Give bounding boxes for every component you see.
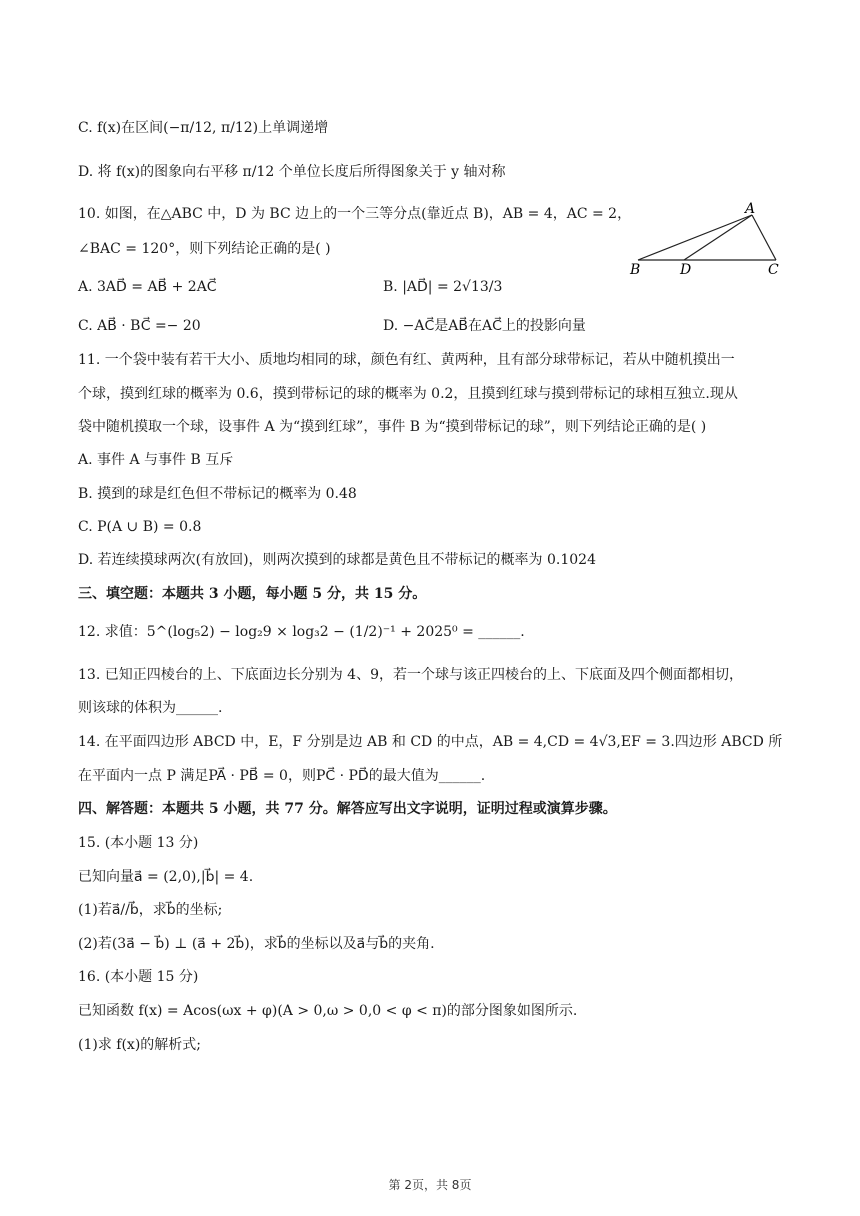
q10-stem-line2: ∠BAC = 120°，则下列结论正确的是( ) <box>78 241 331 257</box>
q16-part1: (1)求 f(x)的解析式; <box>78 1037 201 1053</box>
q13-line2: 则该球的体积为______. <box>78 700 223 716</box>
q10-stem-line1: 10. 如图，在△ABC 中，D 为 BC 边上的一个三等分点(靠近点 B)，AB = 4，AC = 2， <box>78 206 632 222</box>
section-4-heading: 四、解答题：本题共 5 小题，共 77 分。解答应写出文字说明，证明过程或演算步骤。 <box>78 801 617 817</box>
section-3-heading: 三、填空题：本题共 3 小题，每小题 5 分，共 15 分。 <box>78 586 427 602</box>
q11-stem-line2: 个球，摸到红球的概率为 0.6，摸到带标记的球的概率为 0.2，且摸到红球与摸到带标记的球相互独立.现从 <box>78 386 738 402</box>
q14-line2: 在平面内一点 P 满足PA⃗ · PB⃗ = 0，则PC⃗ · PD⃗的最大值为______. <box>78 768 486 784</box>
label-d: D <box>680 262 692 278</box>
q11-option-d: D. 若连续摸球两次(有放回)，则两次摸到的球都是黄色且不带标记的概率为 0.1024 <box>78 552 596 568</box>
q9-option-c: C. f(x)在区间(−π/12, π/12)上单调递增 <box>78 120 329 136</box>
page-footer: 第 2页，共 8页 <box>388 1178 472 1192</box>
q15-part2: (2)若(3a⃗ − b⃗) ⊥ (a⃗ + 2b⃗)，求b⃗的坐标以及a⃗与b⃗的夹角. <box>78 936 435 952</box>
label-c: C <box>768 262 779 278</box>
q11-stem-line1: 11. 一个袋中装有若干大小、质地均相同的球，颜色有红、黄两种，且有部分球带标记，若从中随机摸出一 <box>78 352 735 368</box>
q15-header: 15. (本小题 13 分) <box>78 835 199 851</box>
q9-option-d: D. 将 f(x)的图象向右平移 π/12 个单位长度后所得图象关于 y 轴对称 <box>78 164 506 180</box>
q10-option-a: A. 3AD⃗ = AB⃗ + 2AC⃗ <box>78 279 217 295</box>
q11-option-a: A. 事件 A 与事件 B 互斥 <box>78 452 234 468</box>
q15-stem: 已知向量a⃗ = (2,0),|b⃗| = 4. <box>78 869 254 885</box>
q10-option-c: C. AB⃗ · BC⃗ =− 20 <box>78 318 201 334</box>
q11-stem-line3: 袋中随机摸取一个球，设事件 A 为“摸到红球”，事件 B 为“摸到带标记的球”，则下列结论正确的是( ) <box>78 419 707 435</box>
q15-part1: (1)若a⃗//b⃗，求b⃗的坐标; <box>78 902 223 918</box>
q12: 12. 求值：5^(log₅2) − log₂9 × log₃2 − (1/2)⁻¹ + 2025⁰ = ______. <box>78 624 525 640</box>
q14-line1: 14. 在平面四边形 ABCD 中，E，F 分别是边 AB 和 CD 的中点，AB = 4,CD = 4√3,EF = 3.四边形 ABCD 所 <box>78 734 783 750</box>
q16-stem: 已知函数 f(x) = Acos(ωx + φ)(A > 0,ω > 0,0 < φ < π)的部分图象如图所示. <box>78 1003 578 1019</box>
triangle-figure <box>628 200 788 280</box>
segment-ac <box>752 215 776 260</box>
label-b: B <box>630 262 641 278</box>
q10-option-b: B. |AD⃗| = 2√13/3 <box>383 279 503 295</box>
q16-header: 16. (本小题 15 分) <box>78 969 199 985</box>
label-a: A <box>745 201 756 217</box>
q11-option-b: B. 摸到的球是红色但不带标记的概率为 0.48 <box>78 486 357 502</box>
q11-option-c: C. P(A ∪ B) = 0.8 <box>78 519 202 535</box>
q10-option-d: D. −AC⃗是AB⃗在AC⃗上的投影向量 <box>383 318 586 334</box>
q13-line1: 13. 已知正四棱台的上、下底面边长分别为 4、9，若一个球与该正四棱台的上、下底面及四个侧面都相切， <box>78 667 743 683</box>
